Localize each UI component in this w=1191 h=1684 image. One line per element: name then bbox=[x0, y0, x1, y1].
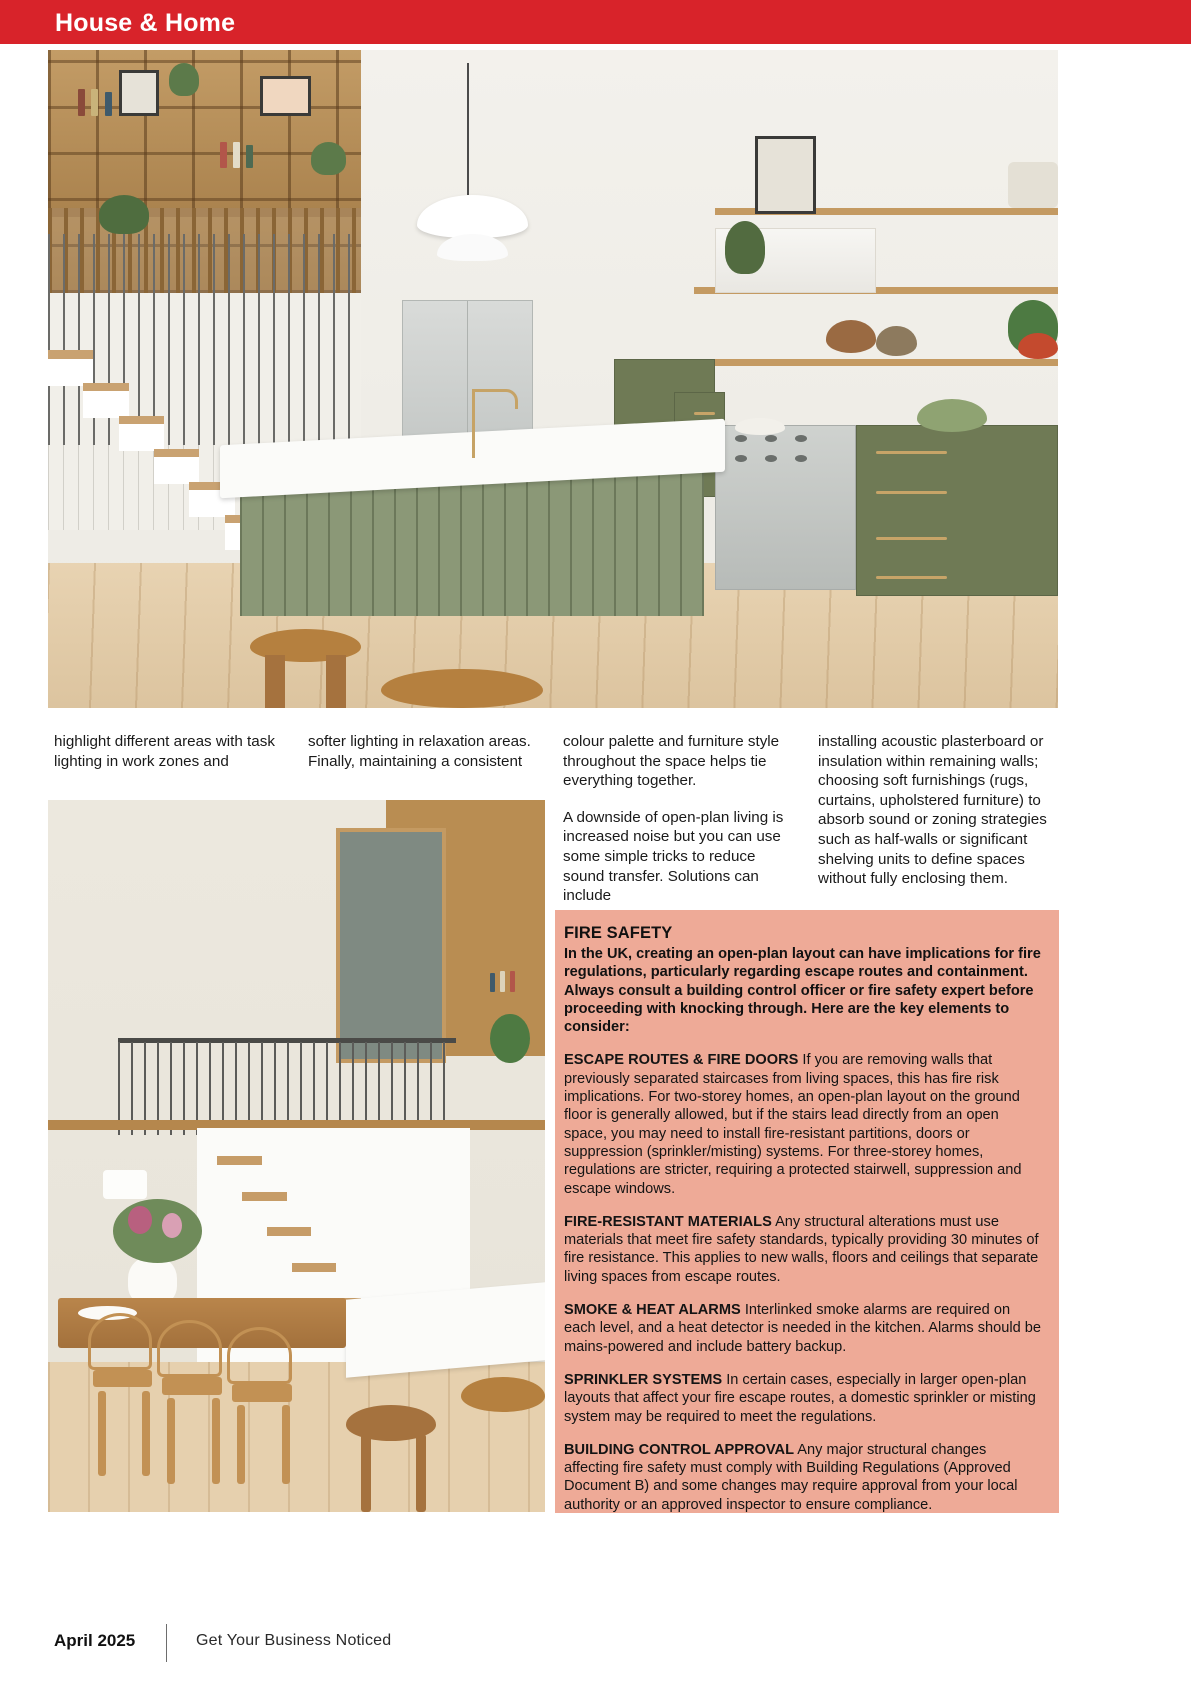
hero-photo bbox=[48, 50, 1058, 708]
cabinet-handle bbox=[876, 491, 947, 494]
shelf-book bbox=[233, 142, 240, 168]
footer-tagline: Get Your Business Noticed bbox=[196, 1632, 392, 1649]
shelf-book bbox=[78, 89, 85, 115]
counter-plant bbox=[725, 221, 765, 274]
section-heading: ESCAPE ROUTES & FIRE DOORS bbox=[564, 1052, 799, 1069]
stair-tread bbox=[119, 416, 164, 425]
fire-safety-section bbox=[564, 1371, 1045, 1426]
cabinet-handle bbox=[876, 576, 947, 579]
stair-tread bbox=[154, 449, 199, 458]
kitchen-tap-body bbox=[472, 392, 475, 458]
shelf-book bbox=[490, 973, 495, 992]
section-heading: SPRINKLER SYSTEMS bbox=[564, 1371, 723, 1388]
chair-leg bbox=[237, 1405, 245, 1483]
wall-artwork bbox=[755, 136, 816, 215]
stair-tread bbox=[267, 1227, 312, 1236]
stair-tread bbox=[292, 1263, 337, 1272]
bar-stool-leg bbox=[326, 655, 346, 708]
paragraph: A downside of open-plan living is increased noise but you can use some simple tricks to reduce sound transfer. Solutions can include bbox=[563, 808, 784, 905]
body-column-1 bbox=[54, 732, 282, 788]
footer-issue-date: April 2025 bbox=[54, 1631, 136, 1650]
fruit-bowl bbox=[735, 418, 786, 434]
fire-safety-section bbox=[564, 1441, 1045, 1514]
interior-doorway bbox=[336, 828, 445, 1063]
dining-chair-seat bbox=[232, 1384, 292, 1402]
flower-arrangement bbox=[113, 1199, 202, 1263]
shelf-book bbox=[510, 971, 515, 992]
body-column-4 bbox=[818, 732, 1056, 906]
stair-tread bbox=[48, 350, 93, 359]
shelf-vessel bbox=[826, 320, 877, 353]
section-body: In certain cases, especially in larger open-plan layouts that affect your fire escape routes, a domestic sprinkler or misting system may be required to meet the regulations. bbox=[564, 1371, 1036, 1425]
chair-leg bbox=[142, 1391, 150, 1476]
section-heading: SMOKE & HEAT ALARMS bbox=[564, 1302, 741, 1319]
fire-safety-title: FIRE SAFETY bbox=[564, 924, 673, 942]
shelf-book bbox=[246, 145, 253, 169]
dining-chair-back bbox=[88, 1313, 153, 1370]
paragraph: colour palette and furniture style throughout the space helps tie everything together. bbox=[563, 733, 780, 790]
hob-burner bbox=[765, 455, 777, 462]
pendant-cord bbox=[467, 63, 469, 195]
paragraph: softer lighting in relaxation areas. Finally, maintaining a consistent bbox=[308, 733, 531, 770]
shelf-plant bbox=[169, 63, 199, 96]
fire-safety-section bbox=[564, 1213, 1045, 1286]
bar-stool-seat bbox=[381, 669, 543, 708]
shelf-artwork bbox=[260, 76, 311, 115]
shelf-artwork bbox=[119, 70, 159, 116]
fire-safety-box bbox=[555, 910, 1059, 1513]
stair-tread bbox=[83, 383, 128, 392]
bar-stool-leg bbox=[265, 655, 285, 708]
hob-burner bbox=[795, 455, 807, 462]
shelf-vessel bbox=[876, 326, 916, 356]
dining-chair-seat bbox=[162, 1377, 222, 1395]
shelf-book bbox=[105, 92, 112, 116]
section-body: Any major structural changes affecting fire safety must comply with Building Regulations (Approved Document B) and some changes may require approval from your local authority or an approved inspector to ensure compliance. bbox=[564, 1441, 1018, 1513]
stair-tread bbox=[217, 1156, 262, 1165]
fire-safety-section bbox=[564, 1301, 1045, 1356]
shelf-book bbox=[500, 971, 505, 992]
section-heading: BUILDING CONTROL APPROVAL bbox=[564, 1441, 794, 1458]
stool-leg bbox=[361, 1434, 371, 1512]
dining-chair-back bbox=[227, 1327, 292, 1384]
body-column-3 bbox=[563, 732, 797, 923]
hob-burner bbox=[765, 435, 777, 442]
range-cooker bbox=[715, 425, 856, 590]
hob-burner bbox=[735, 435, 747, 442]
shelf-plant bbox=[99, 195, 150, 234]
cabinet-handle bbox=[876, 537, 947, 540]
cabinet-handle bbox=[694, 412, 714, 415]
shelf-book bbox=[220, 142, 227, 168]
chair-leg bbox=[98, 1391, 106, 1476]
section-heading: FIRE-RESISTANT MATERIALS bbox=[564, 1213, 772, 1230]
shelf-plant bbox=[311, 142, 346, 175]
section-body: Any structural alterations must use materials that meet fire safety standards, typically providing 30 minutes of fire resistance. This applies to new walls, floors and ceilings that separate living spaces from escape routes. bbox=[564, 1213, 1039, 1285]
page-title: House & Home bbox=[55, 9, 236, 37]
body-column-2 bbox=[308, 732, 536, 788]
stool-leg bbox=[416, 1434, 426, 1512]
flower-bloom bbox=[162, 1213, 182, 1238]
wall-light bbox=[103, 1170, 148, 1198]
paragraph: installing acoustic plasterboard or insulation within remaining walls; choosing soft furnishings (rugs, curtains, upholstered furniture) to absorb sound or zoning strategies such as half-walls or significant shelving units to define spaces without fully enclosing them. bbox=[818, 733, 1047, 888]
section-body: If you are removing walls that previously separated staircases from living spaces, this has fire risk implications. For two-storey homes, an open-plan layout on the ground floor is generally allowed, but if the stairs lead directly from an open space, you may need to install fire-resistant partitions, doors or suppression (sprinkler/misting) systems. For three-storey homes, regulations are stricter, requiring a protected stairwell, suppression and escape windows. bbox=[564, 1052, 1022, 1197]
bar-stool-seat bbox=[461, 1377, 545, 1413]
dining-chair-back bbox=[157, 1320, 222, 1377]
chair-leg bbox=[212, 1398, 220, 1483]
fire-safety-intro: In the UK, creating an open-plan layout can have implications for fire regulations, particularly regarding escape routes and containment. Always consult a building control officer or fire safety expert before proceeding with knocking through. Here are the key elements to consider: bbox=[564, 946, 1041, 1036]
shelf-plant bbox=[490, 1014, 530, 1064]
section-body: Interlinked smoke alarms are required on each level, and a heat detector is needed in the kitchen. Alarms should be mains-powered and include battery backup. bbox=[564, 1302, 1042, 1355]
shelf-book bbox=[91, 89, 98, 115]
fire-safety-section bbox=[564, 1051, 1045, 1197]
cabinet-handle bbox=[876, 451, 947, 454]
paragraph: highlight different areas with task lighting in work zones and bbox=[54, 733, 275, 770]
chair-leg bbox=[167, 1398, 175, 1483]
hob-burner bbox=[735, 455, 747, 462]
stair-tread bbox=[242, 1192, 287, 1201]
red-pot bbox=[1018, 333, 1058, 359]
upper-shelf bbox=[694, 359, 1058, 366]
kitchen-tap-spout bbox=[472, 389, 517, 409]
lower-photo bbox=[48, 800, 545, 1512]
dining-chair-seat bbox=[93, 1370, 153, 1388]
footer-divider bbox=[166, 1624, 167, 1662]
shelf-vessel bbox=[1008, 162, 1059, 208]
chair-leg bbox=[282, 1405, 290, 1483]
